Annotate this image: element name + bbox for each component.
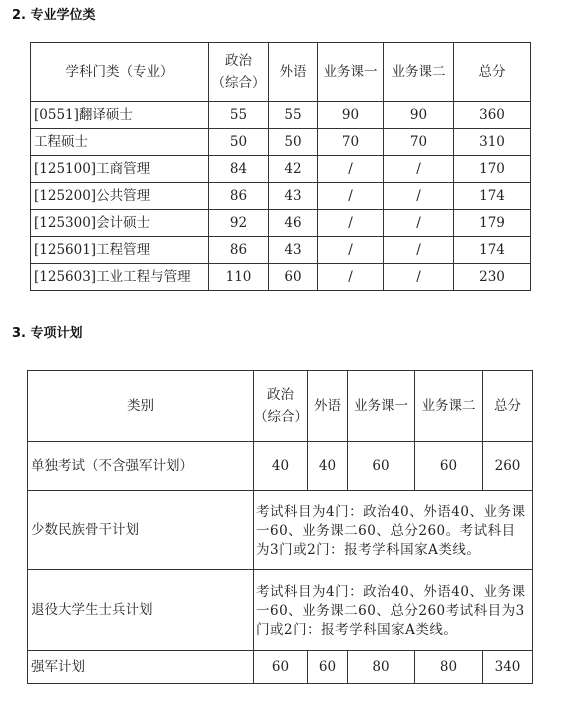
subject-name: 工程硕士 [31,129,209,156]
category-name: 单独考试（不含强军计划） [28,442,254,491]
politics-score: 55 [209,102,269,129]
header-total: 总分 [483,371,533,442]
subject-name: [125100]工商管理 [31,156,209,183]
language-score: 50 [269,129,318,156]
special-plan-score-table [27,370,533,684]
politics-score: 40 [254,442,308,491]
language-score: 46 [269,210,318,237]
table-row [31,210,531,237]
total-score: 310 [454,129,531,156]
course2-score: 80 [415,651,483,684]
total-score: 340 [483,651,533,684]
course2-score: / [384,156,454,183]
header-subject: 学科门类（专业） [31,43,209,102]
course2-score: 60 [415,442,483,491]
table-row [31,237,531,264]
professional-degree-score-table [30,42,531,291]
table-row [31,129,531,156]
total-score: 260 [483,442,533,491]
table-row [31,264,531,291]
category-name: 少数民族骨干计划 [28,491,254,570]
language-score: 60 [308,651,348,684]
subject-name: [125603]工业工程与管理 [31,264,209,291]
section-2-heading: 2. 专业学位类 [12,8,96,23]
header-category: 类别 [28,371,254,442]
politics-score: 86 [209,237,269,264]
course1-score: / [318,237,384,264]
header-course2: 业务课二 [384,43,454,102]
language-score: 60 [269,264,318,291]
subject-name: [0551]翻译硕士 [31,102,209,129]
total-score: 170 [454,156,531,183]
category-name: 退役大学生士兵计划 [28,570,254,651]
table-row [31,156,531,183]
total-score: 179 [454,210,531,237]
course1-score: 90 [318,102,384,129]
section-3-heading: 3. 专项计划 [12,326,83,341]
course1-score: / [318,210,384,237]
header-language: 外语 [269,43,318,102]
subject-name: [125601]工程管理 [31,237,209,264]
language-score: 43 [269,237,318,264]
header-politics: 政治 （综合） [254,371,308,442]
language-score: 43 [269,183,318,210]
exam-requirement-note: 考试科目为4门：政治40、外语40、业务课一60、业务课二60、总分260考试科目为3门或2门：报考学科国家A类线。 [254,570,533,651]
politics-score: 84 [209,156,269,183]
politics-score: 50 [209,129,269,156]
language-score: 42 [269,156,318,183]
course2-score: / [384,183,454,210]
total-score: 360 [454,102,531,129]
table-row [31,102,531,129]
exam-requirement-note: 考试科目为4门：政治40、外语40、业务课一60、业务课二60、总分260。考试科目为3门或2门：报考学科国家A类线。 [254,491,533,570]
subject-name: [125300]会计硕士 [31,210,209,237]
course1-score: 70 [318,129,384,156]
total-score: 174 [454,237,531,264]
course2-score: / [384,210,454,237]
total-score: 174 [454,183,531,210]
total-score: 230 [454,264,531,291]
header-politics: 政治 （综合） [209,43,269,102]
category-name: 强军计划 [28,651,254,684]
course2-score: 70 [384,129,454,156]
table-header-row [28,371,533,442]
course2-score: 90 [384,102,454,129]
table-header-row [31,43,531,102]
course1-score: / [318,183,384,210]
table-row [28,442,533,491]
subject-name: [125200]公共管理 [31,183,209,210]
course1-score: / [318,264,384,291]
table-row [28,570,533,651]
header-language: 外语 [308,371,348,442]
politics-score: 86 [209,183,269,210]
course1-score: 80 [348,651,415,684]
header-course1: 业务课一 [318,43,384,102]
course2-score: / [384,237,454,264]
language-score: 40 [308,442,348,491]
politics-score: 92 [209,210,269,237]
header-course1: 业务课一 [348,371,415,442]
course2-score: / [384,264,454,291]
header-course2: 业务课二 [415,371,483,442]
table-row [28,651,533,684]
table-row [28,491,533,570]
course1-score: 60 [348,442,415,491]
politics-score: 110 [209,264,269,291]
language-score: 55 [269,102,318,129]
header-total: 总分 [454,43,531,102]
table-row [31,183,531,210]
course1-score: / [318,156,384,183]
politics-score: 60 [254,651,308,684]
